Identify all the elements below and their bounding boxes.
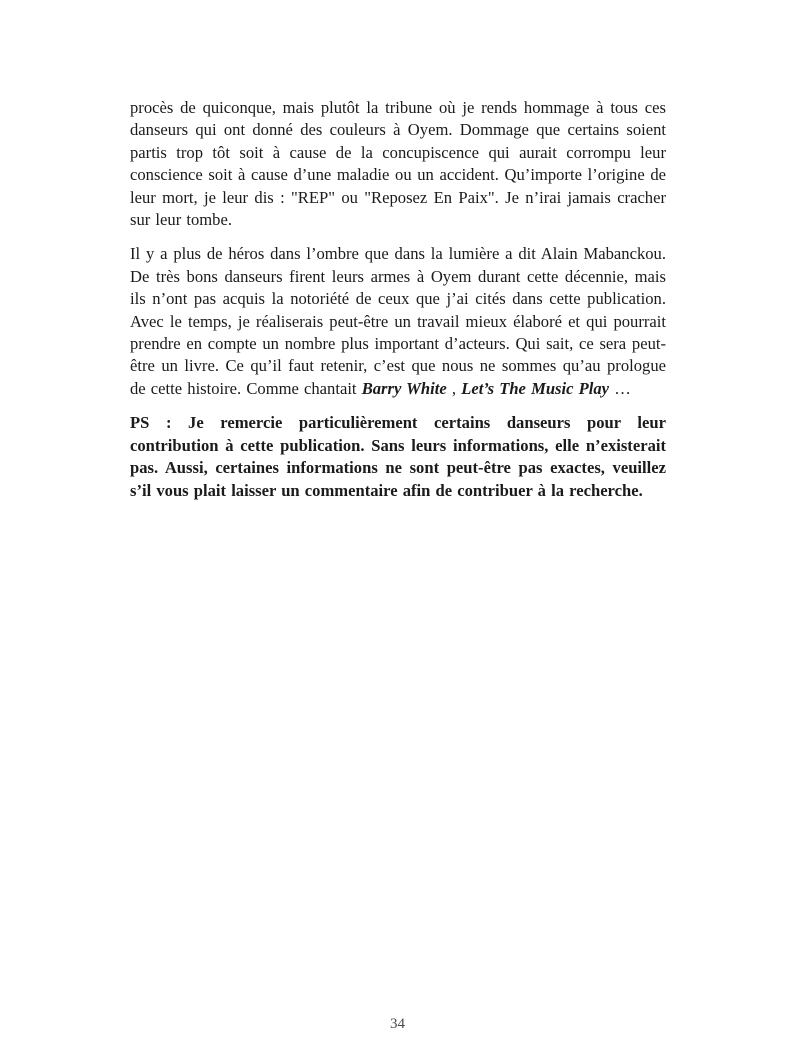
paragraph-tribute [130, 97, 666, 231]
page-number: 34 [390, 1016, 405, 1032]
song-title-emphasis: Barry White [361, 378, 447, 398]
text-run: … [609, 378, 631, 398]
text-content [130, 97, 666, 514]
paragraph-postscript [130, 412, 666, 502]
paragraph-heroes [130, 243, 666, 400]
text-run: PS : Je remercie particulièrement certains danseurs pour leur contribution à cette publication. Sans leurs informations, elle n’existerait pas. Aussi, certaines informations ne sont peut-être pas exactes, veuillez s’il vous plait laisser un commentaire afin de contribuer à la recherche. [130, 413, 666, 500]
text-run: procès de quiconque, mais plutôt la tribune où je rends hommage à tous ces danseurs qui ont donné des couleurs à Oyem. Dommage que certains soient partis trop tôt soit à cause de la concupiscence qui aurait corrompu leur conscience soit à cause d’une maladie ou un accident. Qu’importe l’origine de leur mort, je leur dis : "REP" ou "Reposez En Paix". Je n’irai jamais cracher sur leur tombe. [130, 98, 666, 230]
text-run: , [446, 378, 462, 398]
song-title-emphasis: Let’s The Music Play [461, 378, 610, 398]
text-run: Il y a plus de héros dans l’ombre que dans la lumière a dit Alain Mabanckou. De très bons danseurs firent leurs armes à Oyem durant cette décennie, mais ils n’ont pas acquis la notoriété de ceux que j’ai cités dans cette publication. Avec le temps, je réaliserais peut-être un travail mieux élaboré et qui pourrait prendre en compte un nombre plus important d’acteurs. Qui sait, ce sera peut-être un livre. Ce qu’il faut retenir, c’est que nous ne sommes qu’au prologue de cette histoire. Comme chantait [130, 244, 666, 398]
